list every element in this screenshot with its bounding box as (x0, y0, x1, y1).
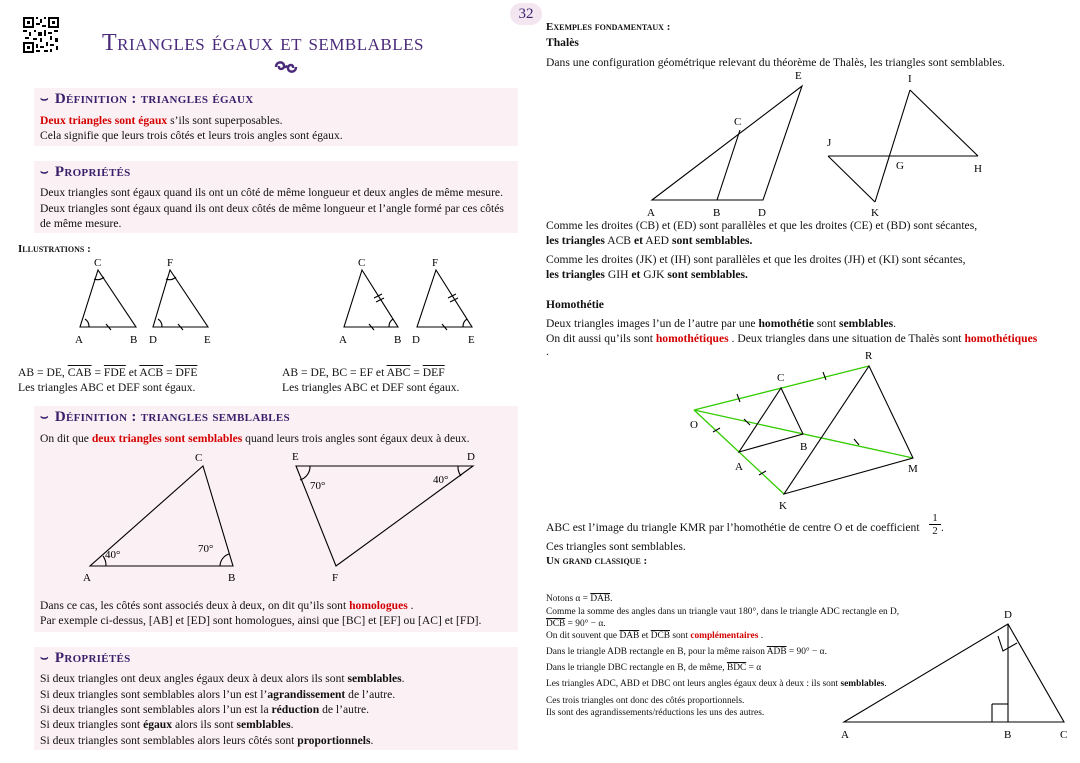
classique-line3: $\overline{DCB} = 90^\circ - \alpha$. (546, 619, 606, 629)
classique-line4: On dit souvent que $\overline{DAB}$ et $\overline{DCB}$ sont complémentaires . (546, 631, 764, 641)
thales-1-line2: les triangles ACB et AED sont semblables. (546, 234, 753, 247)
label-E: E (292, 451, 299, 463)
def-semblables-line2: Dans ce cas, les côtés sont associés deux à deux, on dit qu’ils sont homologues . (40, 599, 414, 612)
label-A: A (735, 461, 743, 473)
label-O: O (690, 419, 698, 431)
cup-icon: ⌣ (40, 409, 49, 424)
classique-line6: Dans le triangle DBC rectangle en B, de même, $\overline{BDC} = \alpha$ (546, 663, 762, 673)
label-K: K (871, 207, 879, 219)
thales-figures (640, 68, 1000, 220)
angle-40-left: 40° (105, 549, 121, 561)
label-R: R (865, 350, 873, 362)
illustration-left-figure (60, 252, 230, 352)
right-triangle-figure (836, 604, 1076, 744)
thales-2-line2: les triangles GIH et GJK sont semblables. (546, 268, 748, 281)
def-egaux-line2: Cela signifie que leurs trois côtés et leurs trois angles sont égaux. (40, 129, 343, 142)
ornament-icon (272, 58, 300, 76)
label-E: E (204, 334, 211, 346)
illus-right-line2: Les triangles ABC et DEF sont égaux. (282, 381, 460, 394)
label-G: G (896, 160, 904, 172)
def-semblables-line3: Par exemple ci-dessus, [AB] et [ED] sont homologues, ainsi que [BC] et [EF] ou [AC] et [FD]. (40, 614, 482, 627)
prop1-header (40, 164, 131, 181)
classique-line9: Ils sont des agrandissements/réductions les uns des autres. (546, 708, 765, 718)
label-B: B (713, 207, 721, 219)
fraction-denominator: 2 (932, 525, 938, 537)
label-M: M (908, 463, 918, 475)
prop1-line1: Deux triangles sont égaux quand ils ont un côté de même longueur et deux angles de même mesure. (40, 186, 503, 199)
def-semblables-line1: On dit que deux triangles sont semblables quand leurs trois angles sont égaux deux à deux. (40, 432, 470, 445)
prop2-line5: Si deux triangles sont semblables alors leurs côtés sont proportionnels. (40, 734, 374, 747)
thales-1-line1: Comme les droites (CB) et (ED) sont parallèles et que les droites (CE) et (BD) sont sécantes, (546, 219, 978, 232)
illus-left-line1: AB = DE, $\overline{CAB} = \overline{FDE}$ et $\overline{ACB} = \overline{DFE}$ (18, 366, 198, 379)
illus-right-line1: AB = DE, BC = EF et $\overline{ABC} = \overline{DEF}$ (282, 366, 445, 379)
def-egaux-header (40, 91, 254, 108)
cup-icon: ⌣ (40, 650, 49, 665)
classique-line7: Les triangles ADC, ABD et DBC ont leurs angles égaux deux à deux : ils sont semblables. (546, 679, 887, 689)
prop2-line2: Si deux triangles sont semblables alors l’un est l’agrandissement de l’autre. (40, 688, 396, 701)
exemples-header: Exemples fondamentaux : (546, 21, 671, 33)
label-C: C (195, 452, 203, 464)
prop2-line1: Si deux triangles ont deux angles égaux deux à deux alors ils sont semblables. (40, 672, 405, 685)
thales-title: Thalès (546, 36, 579, 49)
classique-line5: Dans le triangle ADB rectangle en B, pour la même raison $\overline{ADB} = 90^\circ - \alpha$. (546, 647, 827, 657)
label-I: I (908, 73, 912, 85)
homothetie-abc-line: ABC est l’image du triangle KMR par l’homothétie de centre O et de coefficient (546, 521, 920, 534)
thales-line: Dans une configuration géométrique relevant du théorème de Thalès, les triangles sont semblables. (546, 56, 1005, 69)
label-D: D (758, 207, 766, 219)
label-A: A (83, 572, 91, 584)
label-D: D (467, 451, 475, 463)
label-C: C (734, 116, 742, 128)
illustration-right-figure (322, 252, 492, 352)
thales-2-line1: Comme les droites (JK) et (IH) sont parallèles et que les droites (JH) et (KI) sont sécantes, (546, 253, 966, 266)
page-number: 32 (518, 6, 534, 22)
label-C: C (1060, 729, 1068, 741)
label-A: A (75, 334, 83, 346)
label-H: H (974, 163, 982, 175)
prop2-header (40, 650, 131, 667)
label-B: B (1004, 729, 1012, 741)
classique-line8: Ces trois triangles ont donc des côtés proportionnels. (546, 696, 745, 706)
label-C: C (777, 372, 785, 384)
label-E: E (468, 334, 475, 346)
label-B: B (800, 441, 808, 453)
def-egaux-line1: Deux triangles sont égaux s’ils sont superposables. (40, 114, 283, 127)
homothetie-title: Homothétie (546, 298, 604, 311)
fraction-period: . (941, 521, 944, 534)
label-B: B (228, 572, 236, 584)
prop2-line4: Si deux triangles sont égaux alors ils sont semblables. (40, 718, 294, 731)
prop2-line3: Si deux triangles sont semblables alors l’un est la réduction de l’autre. (40, 703, 370, 716)
label-D: D (1004, 609, 1012, 621)
qr-code[interactable] (22, 16, 60, 54)
label-F: F (432, 257, 439, 269)
def-semblables-title: Définition : triangles semblables (54, 409, 290, 425)
homothetie-line3: . (546, 345, 549, 358)
angle-70-left: 70° (198, 543, 214, 555)
classique-line2: Comme la somme des angles dans un triangle vaut 180°, dans le triangle ADC rectangle en D, (546, 607, 900, 617)
label-F: F (167, 257, 174, 269)
classique-line1: Notons $\alpha = \overline{DAB}$. (546, 594, 613, 604)
label-D: D (412, 334, 420, 346)
label-D: D (149, 334, 157, 346)
label-A: A (339, 334, 347, 346)
prop1-line3: de même mesure. (40, 217, 122, 230)
page-title: Triangles égaux et semblables (102, 30, 424, 56)
def-semblables-header (40, 409, 290, 426)
label-J: J (827, 137, 832, 149)
def-egaux-title: Définition : triangles égaux (54, 91, 254, 107)
angle-70-right: 70° (310, 480, 326, 492)
label-A: A (841, 729, 849, 741)
prop1-line2: Deux triangles sont égaux quand ils ont deux côtés de même longueur et l’angle formé par ces côtés (40, 202, 504, 215)
label-C: C (94, 257, 102, 269)
label-E: E (795, 70, 802, 82)
fraction-numerator: 1 (929, 512, 941, 525)
similar-triangles-figure (78, 446, 498, 601)
homothety-figure (680, 344, 940, 514)
label-K: K (779, 500, 787, 512)
label-B: B (394, 334, 402, 346)
angle-40-right: 40° (433, 474, 449, 486)
label-C: C (358, 257, 366, 269)
fraction-one-half (929, 512, 941, 537)
illus-left-line2: Les triangles ABC et DEF sont égaux. (18, 381, 196, 394)
homothetie-line2: On dit aussi qu’ils sont homothétiques . Deux triangles dans une situation de Thalès sont homothétiques (546, 332, 1038, 345)
prop1-title: Propriétés (54, 164, 131, 180)
label-B: B (130, 334, 138, 346)
page-number-badge (510, 3, 542, 25)
prop2-title: Propriétés (54, 650, 131, 666)
label-F: F (332, 572, 339, 584)
cup-icon: ⌣ (40, 91, 49, 106)
classique-header: Un grand classique : (546, 555, 648, 567)
label-A: A (647, 207, 655, 219)
homothetie-line1: Deux triangles images l’un de l’autre par une homothétie sont semblables. (546, 317, 897, 330)
illustrations-header: Illustrations : (18, 243, 91, 255)
homothetie-sembl-line: Ces triangles sont semblables. (546, 540, 686, 553)
cup-icon: ⌣ (40, 164, 49, 179)
